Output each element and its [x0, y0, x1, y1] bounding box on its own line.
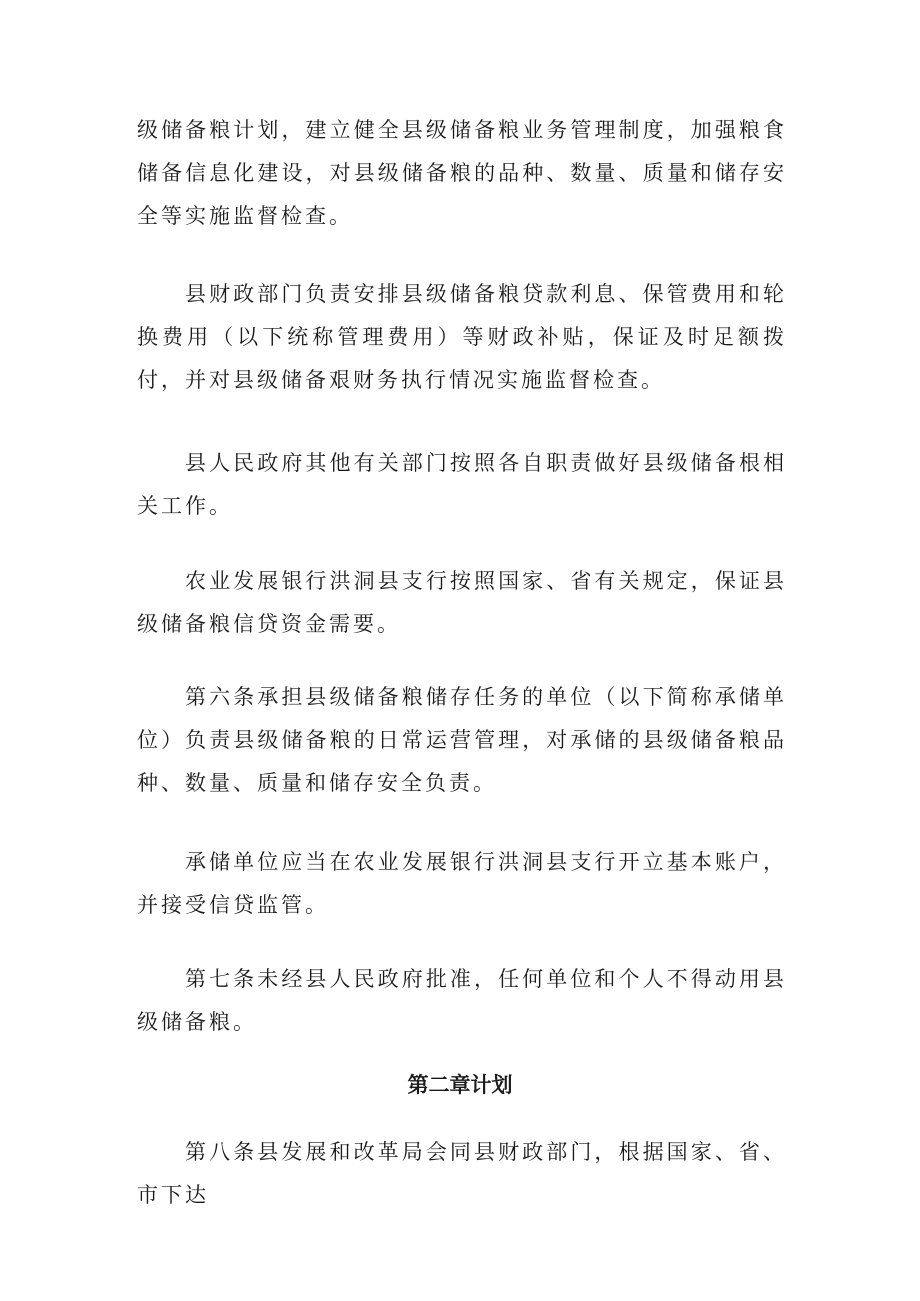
paragraph-agricultural-bank: 农业发展银行洪洞县支行按照国家、省有关规定，保证县级储备粮信贷资金需要。: [137, 569, 787, 636]
paragraph-article-six: 第六条承担县级储备粮储存任务的单位（以下简称承储单位）负责县级储备粮的日常运营管理，对承储的县级储备粮品种、数量、质量和储存安全负责。: [137, 685, 787, 795]
chapter-heading: 第二章计划: [407, 1073, 513, 1097]
paragraph-finance-department: 县财政部门负责安排县级储备粮贷款利息、保管费用和轮换费用（以下统称管理费用）等财政补贴，保证及时足额拨付，并对县级储备艰财务执行情况实施监督检查。: [137, 282, 787, 392]
paragraph-article-seven: 第七条未经县人民政府批准，任何单位和个人不得动用县级储备粮。: [137, 967, 787, 1034]
paragraph-other-departments: 县人民政府其他有关部门按照各自职责做好县级储备根相关工作。: [137, 451, 787, 518]
paragraph-supervision: 级储备粮计划，建立健全县级储备粮业务管理制度，加强粮食储备信息化建设，对县级储备粮的品种、数量、质量和储存安全等实施监督检查。: [137, 118, 787, 228]
paragraph-article-eight: 第八条县发展和改革局会同县财政部门，根据国家、省、市下达: [137, 1140, 787, 1207]
paragraph-storage-unit-account: 承储单位应当在农业发展银行洪洞县支行开立基本账户，并接受信贷监管。: [137, 850, 787, 917]
